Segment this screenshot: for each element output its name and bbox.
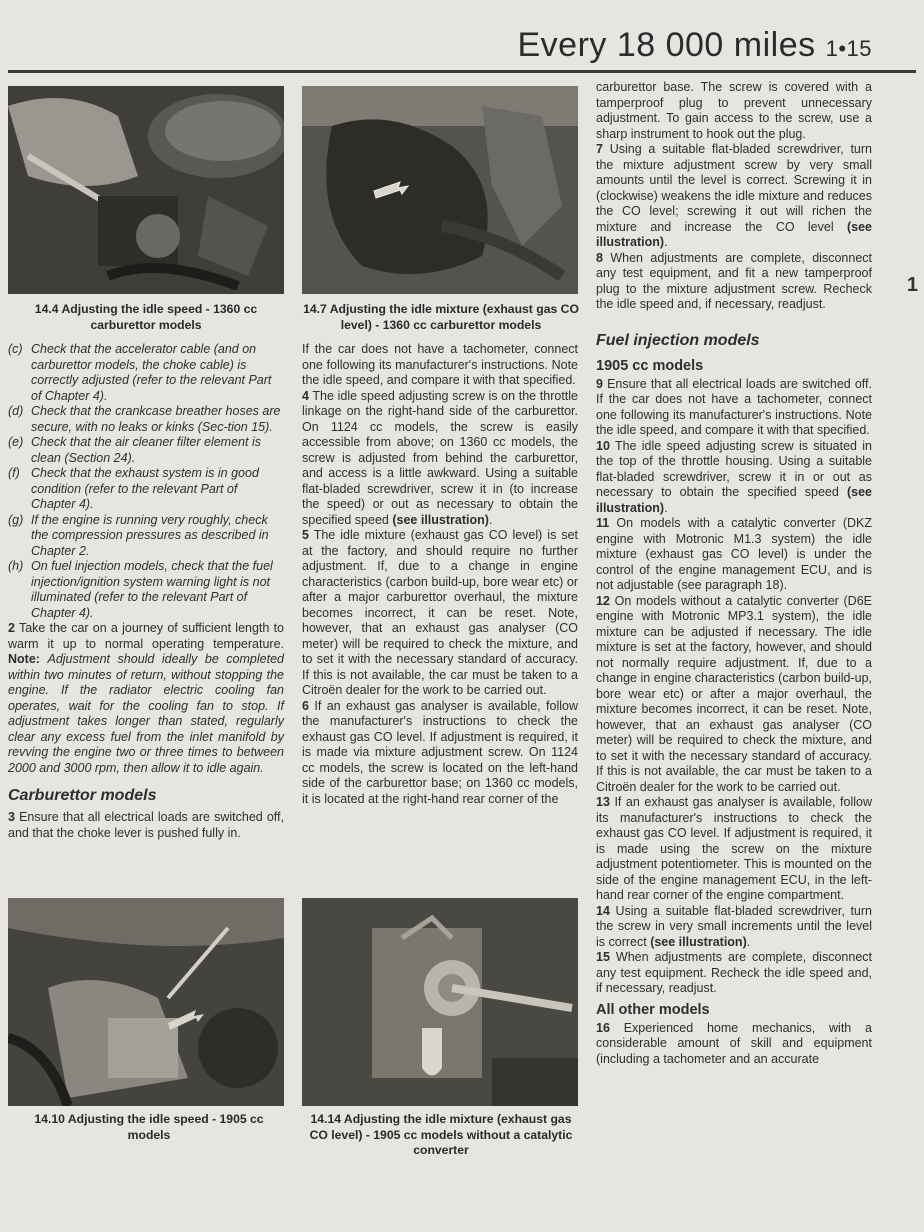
paragraph-text: On models with a catalytic converter (DKZ engine with Motronic M1.3 system) the idle mixture (exhaust gas CO level) is under the control of the engine management ECU, and is not adjustable (see paragraph 18). [596, 516, 872, 592]
paragraph-number: 10 [596, 438, 610, 453]
list-item [8, 404, 284, 435]
photo-14-14 [302, 898, 578, 1106]
page-title [517, 26, 872, 65]
checklist [8, 342, 284, 621]
paragraph-11 [596, 516, 872, 594]
list-item-label: (g) [8, 512, 24, 527]
photo-14-10-image [8, 898, 284, 1106]
paragraph-number: 12 [596, 593, 610, 608]
paragraph-5 [302, 528, 578, 699]
column-1-text [8, 342, 284, 841]
section-heading-carburettor: Carburettor models [8, 787, 157, 804]
paragraph-text: Using a suitable flat-bladed screwdriver, turn the mixture adjustment screw by very small amounts until the level is correct. Screwing it in (clockwise) weakens the idle mixture and reduces the CO level; screwing it out will richen the mixture and increase the CO level [596, 142, 872, 234]
list-item-text: Check that the crankcase breather hoses are secure, with no leaks or kinks (Sec-tion 15). [31, 404, 281, 434]
photo-14-10 [8, 898, 284, 1106]
paragraph-text: On models without a catalytic converter (D6E engine with Motronic MP3.1 system), the idle mixture can be adjusted if necessary. The idle mixture is set at the factory, however, and should not normally require adjustment. If, due to a change in engine characteristics (carbon build-up, bore wear etc) or after a major overhaul, the mixture becomes incorrect, it can be reset. Note, however, that an exhaust gas analyser (CO meter) will be required to check the mixture, and to set it with the necessary standard of accuracy. If this is not available, the car must be taken to a Citroën dealer for the work to be carried out. [596, 593, 872, 794]
caption-14-14: 14.14 Adjusting the idle mixture (exhaust gas CO level) - 1905 cc models without a catalytic converter [309, 1112, 573, 1157]
list-item-label: (h) [8, 559, 24, 573]
paragraph-number: 9 [596, 376, 603, 391]
paragraph-15 [596, 950, 872, 997]
paragraph-text: Experienced home mechanics, with a considerable amount of skill and equipment (including a tachometer and an accurate [596, 1020, 872, 1066]
list-item [8, 466, 284, 513]
paragraph-16 [596, 1021, 872, 1068]
paragraph-text: If an exhaust gas analyser is available, follow the manufacturer's instructions to check the exhaust gas CO level. If adjustment is required, it is made via mixture adjustment screw. On 1124 cc models, the screw is located on the left-hand side of the carburettor base; on 1360 cc models, it is located at the right-hand rear corner of the [302, 698, 578, 806]
paragraph-14: 14 Using a suitable flat-bladed screwdriver, turn the screw in very small increments until the level is correct (see illustration). [596, 903, 872, 949]
paragraph-4: 4 The idle speed adjusting screw is on the throttle linkage on the right-hand side of the carburettor. On 1124 cc models, the screw is easily accessible from above; on 1360 cc models, the screw is adjusted from behind the carburettor, and access is a little awkward. Using a suitable flat-bladed screwdriver, screw it in (to increase the speed) or out as necessary to obtain the specified speed (see illustration). [302, 388, 578, 527]
note-label: Note: [8, 652, 40, 666]
illustration-ref: (see illustration) [392, 512, 489, 527]
paragraph-number: 7 [596, 142, 603, 156]
photo-14-4 [8, 86, 284, 294]
list-item-text: Check that the accelerator cable (and on carburettor models, the choke cable) is correctly adjusted (refer to the relevant Part of Chapter 4). [31, 342, 272, 403]
list-item-label: (c) [8, 342, 23, 356]
list-item [8, 513, 284, 560]
paragraph-text: Take the car on a journey of sufficient length to warm it up to normal operating temperature. [8, 621, 285, 651]
paragraph-number: 11 [596, 516, 610, 530]
caption-14-10: 14.10 Adjusting the idle speed - 1905 cc models [34, 1112, 264, 1142]
photo-14-4-image [8, 86, 284, 294]
subheading-1905cc: 1905 cc models [596, 357, 704, 374]
list-item [8, 435, 284, 466]
paragraph-text: Ensure that all electrical loads are switched off. If the car does not have a tachometer, connect one following its manufacturer's instructions. Note the idle speed, and compare it with that specified. [596, 376, 872, 437]
page-number: 1•15 [825, 36, 872, 61]
column-3-text [596, 80, 872, 1067]
illustration-ref: (see illustration) [596, 485, 872, 515]
paragraph-8 [596, 251, 872, 313]
paragraph-text: Ensure that all electrical loads are switched off, and that the choke lever is pushed fully in. [8, 810, 284, 840]
paragraph-text: The idle speed adjusting screw is on the throttle linkage on the right-hand side of the carburettor. On 1124 cc models, the screw is easily accessible from above; on 1360 cc models, the screw is adjusted from behind the carburettor, and access is a little awkward. Using a suitable flat-bladed screwdriver, screw it in (to increase the speed) or out as necessary to obtain the specified speed [302, 388, 578, 527]
header-title-text: Every 18 000 miles [517, 26, 816, 64]
list-item [8, 559, 284, 621]
paragraph-number: 8 [596, 250, 603, 265]
paragraph-3 [8, 810, 284, 841]
photo-14-14-image [302, 898, 578, 1106]
paragraph-number: 5 [302, 528, 309, 542]
paragraph-9 [596, 377, 872, 439]
paragraph-text: The idle mixture (exhaust gas CO level) is set at the factory, and should require no further adjustment. If, due to a change in engine characteristics (carbon build-up, bore wear etc) or after a major carburettor overhaul, the mixture becomes incorrect, it can be reset. Note, however, that an exhaust gas analyser (CO meter) will be required to check the mixture, and to set it with the necessary standard of accuracy. If this is not available, the car must be taken to a Citroën dealer for the work to be carried out. [302, 528, 578, 697]
header-rule [8, 70, 916, 73]
paragraph-number: 3 [8, 810, 15, 824]
paragraph-number: 6 [302, 698, 309, 713]
paragraph-text: Using a suitable flat-bladed screwdriver, turn the screw in very small increments until the level is correct [596, 903, 872, 949]
illustration-ref: (see illustration) [650, 934, 747, 949]
paragraph-10: 10 The idle speed adjusting screw is situated in the top of the throttle housing. Using a suitable flat-bladed screwdriver, screw it in or out as necessary to obtain the specified speed (see illustration). [596, 438, 872, 515]
paragraph-number: 4 [302, 388, 309, 403]
paragraph-number: 14 [596, 903, 610, 918]
paragraph-7: 7 Using a suitable flat-bladed screwdriver, turn the mixture adjustment screw by very small amounts until the level is correct. Screwing it in (clockwise) weakens the idle mixture and reduces the CO level; screwing it out will richen the mixture and increase the CO level (see illustration). [596, 142, 872, 249]
note-text: Adjustment should ideally be completed within two minutes of return, without stopping the engine. If the radiator electric cooling fan operates, wait for the cooling fan to stop. If adjustment takes longer than stated, regularly clear any excess fuel from the inlet manifold by revving the engine two or three times to between 2000 and 3000 rpm, then allow it to idle again. [8, 652, 284, 775]
paragraph-number: 15 [596, 950, 610, 964]
caption-14-4: 14.4 Adjusting the idle speed - 1360 cc carburettor models [34, 302, 258, 332]
caption-14-7: 14.7 Adjusting the idle mixture (exhaust gas CO level) - 1360 cc carburettor models [303, 302, 579, 332]
paragraph-continued: carburettor base. The screw is covered with a tamperproof plug to prevent unnecessary adjustment. To gain access to the screw, use a sharp instrument to hook out the plug. [596, 80, 872, 141]
subheading-all-other: All other models [596, 1001, 710, 1018]
paragraph-text: If an exhaust gas analyser is available, follow its manufacturer's instructions to check the exhaust gas CO level. If adjustment is required, it is made using the screw on the mixture adjustment potentiometer. This is mounted on the side of the engine management ECU, in the left-hand rear corner of the engine compartment. [596, 795, 873, 902]
list-item-label: (d) [8, 404, 24, 418]
illustration-ref: (see illustration) [596, 219, 872, 249]
photo-14-7 [302, 86, 578, 294]
paragraph-text: When adjustments are complete, disconnect any test equipment. Recheck the idle speed and, if necessary, readjust. [596, 950, 872, 995]
list-item [8, 342, 284, 404]
paragraph-number: 2 [8, 621, 15, 635]
paragraph-number: 16 [596, 1020, 610, 1035]
list-item-label: (f) [8, 466, 20, 480]
paragraph-text: The idle speed adjusting screw is situated in the top of the throttle housing. Using a suitable flat-bladed screwdriver, screw it in or out as necessary to obtain the specified speed [596, 438, 872, 499]
list-item-text: If the engine is running very roughly, check the compression pressures as described in Chapter 2. [31, 512, 269, 558]
section-heading-fuel-injection: Fuel injection models [596, 331, 760, 349]
list-item-text: Check that the air cleaner filter element is clean (Section 24). [31, 435, 261, 465]
photo-14-7-image [302, 86, 578, 294]
paragraph-13 [596, 795, 872, 904]
paragraph-2 [8, 621, 284, 776]
paragraph-text: When adjustments are complete, disconnect any test equipment, and fit a new tamperproof plug to the mixture adjustment screw. Recheck the idle speed and, if necessary, readjust. [596, 250, 872, 311]
list-item-text: On fuel injection models, check that the fuel injection/ignition system warning light is not illuminated (refer to the relevant Part of Chapter 4). [31, 559, 273, 620]
paragraph-12 [596, 594, 872, 796]
list-item-label: (e) [8, 435, 24, 449]
paragraph-number: 13 [596, 795, 610, 809]
paragraph-intro: If the car does not have a tachometer, connect one following its manufacturer's instructions. Note the idle speed, and compare it with that specified. [302, 342, 578, 387]
paragraph-6 [302, 699, 578, 808]
chapter-tab: 1 [906, 274, 918, 296]
column-2-text [302, 342, 578, 807]
list-item-text: Check that the exhaust system is in good condition (refer to the relevant Part of Chapter 4). [31, 466, 259, 511]
